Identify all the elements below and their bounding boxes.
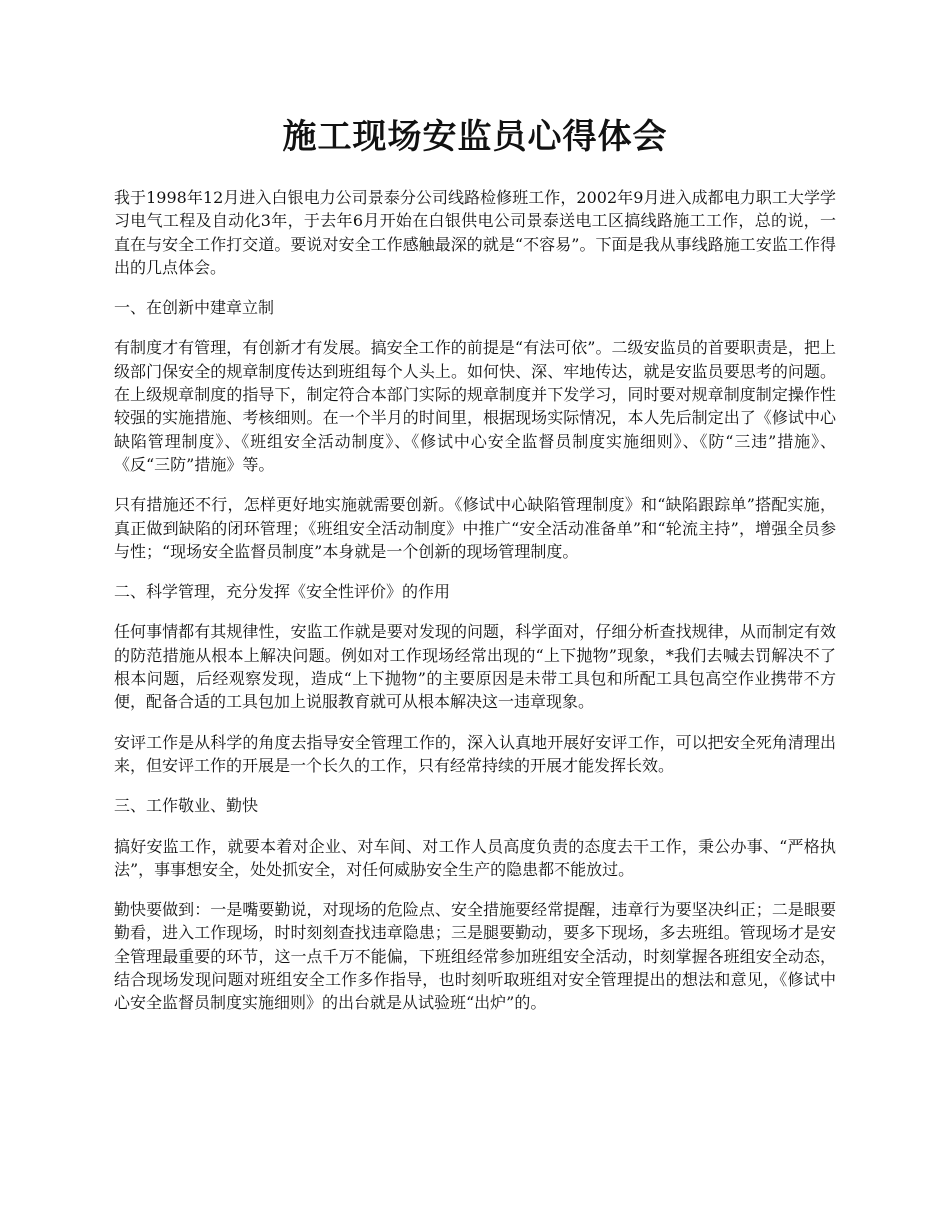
paragraph-2-2: 安评工作是从科学的角度去指导安全管理工作的，深入认真地开展好安评工作，可以把安全死角清理出来，但安评工作的开展是一个长久的工作，只有经常持续的开展才能发挥长效。 <box>114 732 836 775</box>
paragraph-3-1: 搞好安监工作，就要本着对企业、对车间、对工作人员高度负责的态度去干工作，秉公办事、“严格执法”，事事想安全，处处抓安全，对任何威胁安全生产的隐患都不能放过。 <box>114 836 836 879</box>
paragraph-1-2: 只有措施还不行，怎样更好地实施就需要创新。《修试中心缺陷管理制度》和“缺陷跟踪单”搭配实施，真正做到缺陷的闭环管理；《班组安全活动制度》中推广“安全活动准备单”和“轮流主持”，增强全员参与性；“现场安全监督员制度”本身就是一个创新的现场管理制度。 <box>114 495 836 561</box>
paragraph-2-1: 任何事情都有其规律性，安监工作就是要对发现的问题，科学面对，仔细分析查找规律，从而制定有效的防范措施从根本上解决问题。例如对工作现场经常出现的“上下抛物”现象，*我们去喊去罚解决不了根本问题，后经观察发现，造成“上下抛物”的主要原因是未带工具包和所配工具包高空作业携带不方便，配备合适的工具包加上说服教育就可从根本解决这一违章现象。 <box>114 622 836 712</box>
paragraph-3-2: 勤快要做到：一是嘴要勤说，对现场的危险点、安全措施要经常提醒，违章行为要坚决纠正；二是眼要勤看，进入工作现场，时时刻刻查找违章隐患；三是腿要勤动，要多下现场，多去班组。管现场才是安全管理最重要的环节，这一点千万不能偏，下班组经常参加班组安全活动，时刻掌握各班组安全动态，结合现场发现问题对班组安全工作多作指导，也时刻听取班组对安全管理提出的想法和意见，《修试中心安全监督员制度实施细则》的出台就是从试验班“出炉”的。 <box>114 900 836 1013</box>
document-title: 施工现场安监员心得体会 <box>282 117 668 157</box>
section-heading-1: 一、在创新中建章立制 <box>114 298 275 318</box>
paragraph-1-1: 有制度才有管理，有创新才有发展。搞安全工作的前提是“有法可依”。二级安监员的首要职责是，把上级部门保安全的规章制度传达到班组每个人头上。如何快、深、牢地传达，就是安监员要思考的问题。在上级规章制度的指导下，制定符合本部门实际的规章制度并下发学习，同时要对规章制度制定操作性较强的实施措施、考核细则。在一个半月的时间里，根据现场实际情况，本人先后制定出了《修试中心缺陷管理制度》、《班组安全活动制度》、《修试中心安全监督员制度实施细则》、《防“三违”措施》、《反“三防”措施》等。 <box>114 338 836 474</box>
section-heading-3: 三、工作敬业、勤快 <box>114 796 259 816</box>
paragraph-intro: 我于1998年12月进入白银电力公司景泰分公司线路检修班工作，2002年9月进入成都电力职工大学学习电气工程及自动化3年，于去年6月开始在白银供电公司景泰送电工区搞线路施工工作，总的说，一直在与安全工作打交道。要说对安全工作感触最深的就是“不容易”。下面是我从事线路施工安监工作得出的几点体会。 <box>114 188 836 277</box>
section-heading-2: 二、科学管理，充分发挥《安全性评价》的作用 <box>114 582 451 602</box>
